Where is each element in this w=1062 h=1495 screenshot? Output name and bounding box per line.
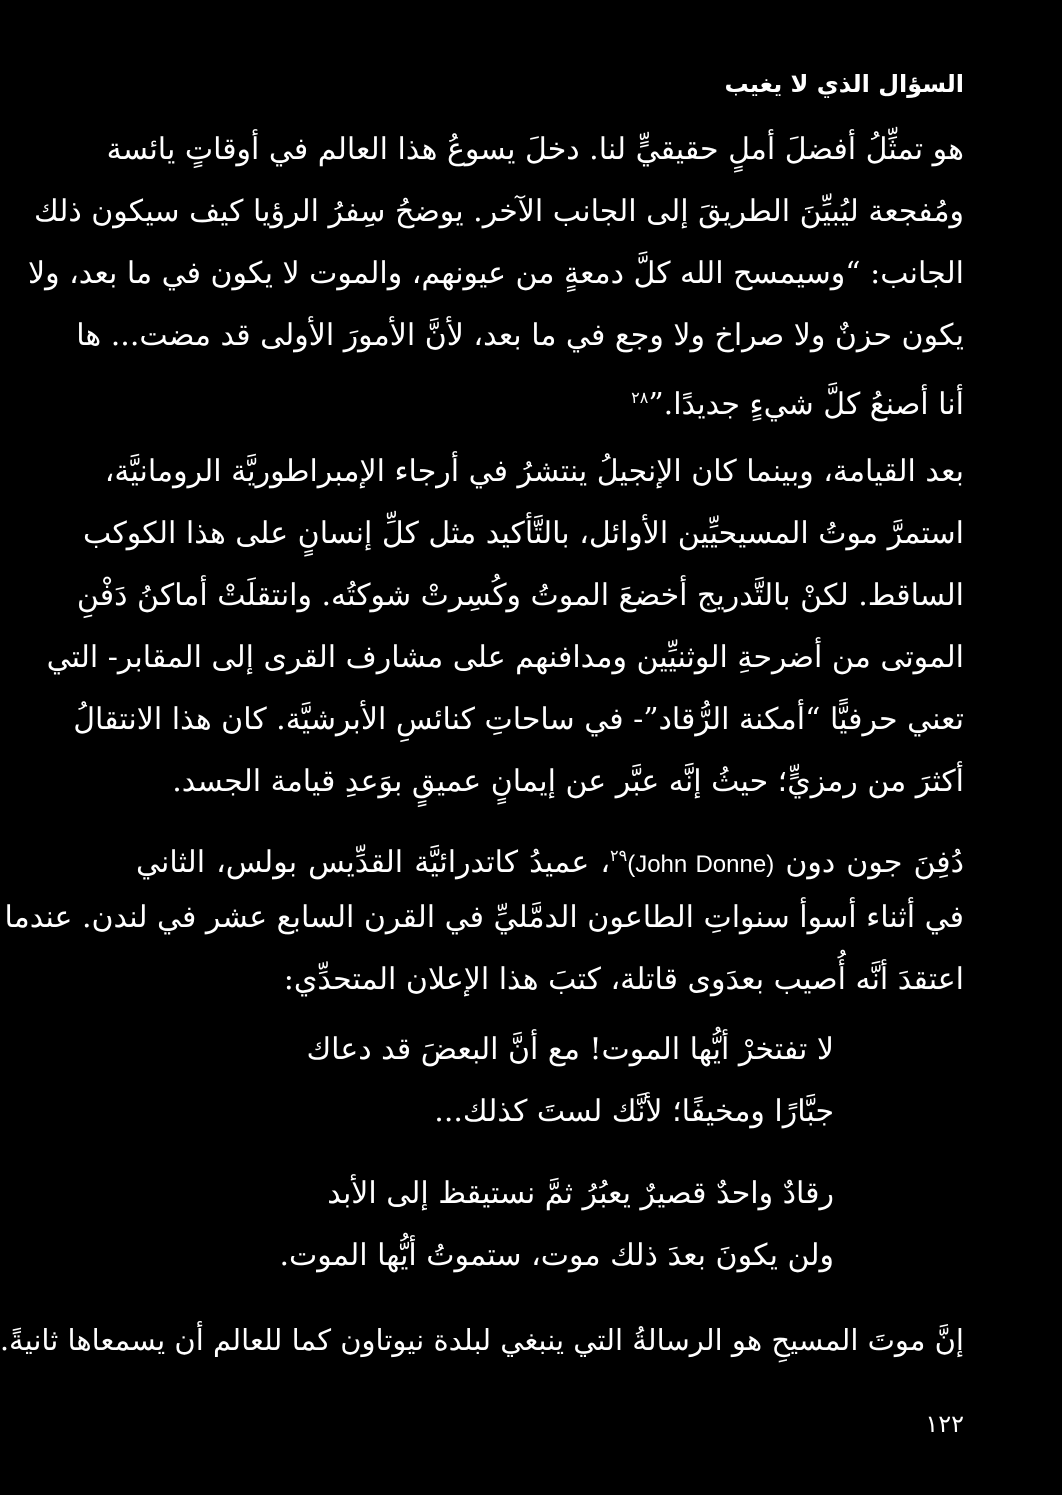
latin-name: (John Donne) bbox=[627, 851, 775, 878]
line-text: أنا أصنعُ كلَّ شيءٍ جديدًا.” bbox=[648, 387, 964, 422]
text-line: هو تمثِّلُ أفضلَ أملٍ حقيقيٍّ لنا. دخلَ يسوعُ هذا العالم في أوقاتٍ يائسة bbox=[106, 132, 964, 167]
text-line: الجانب: “وسيمسح الله كلَّ دمعةٍ من عيونهم، والموت لا يكون في ما بعد، ولا bbox=[27, 256, 964, 291]
line-text: دُفِنَ جون دون bbox=[785, 845, 965, 880]
text-line: إنَّ موتَ المسيحِ هو الرسالةُ التي ينبغي لبلدة نيوتاون كما للعالم أن يسمعاها ثانيةً. bbox=[0, 1323, 964, 1357]
text-line bbox=[136, 378, 964, 425]
poem-verse: جبَّارًا ومخيفًا؛ لأنَّك لستَ كذلك... bbox=[434, 1094, 834, 1129]
poem-verse: لا تفتخرْ أيُّها الموت! مع أنَّ البعضَ قد دعاك bbox=[306, 1032, 834, 1067]
running-header: السؤال الذي لا يغيب bbox=[724, 70, 964, 98]
poem-verse: ولن يكونَ بعدَ ذلك موت، ستموتُ أيُّها الموت. bbox=[279, 1238, 834, 1273]
text-line: اعتقدَ أنَّه أُصيب بعدَوى قاتلة، كتبَ هذا الإعلان المتحدِّي: bbox=[283, 962, 964, 997]
text-line bbox=[136, 836, 964, 885]
text-line: يكون حزنٌ ولا صراخ ولا وجع في ما بعد، لأنَّ الأمورَ الأولى قد مضت... ها bbox=[76, 318, 964, 353]
page-number: ١٢٢ bbox=[925, 1410, 964, 1438]
footnote-ref: ٢٩ bbox=[610, 846, 628, 865]
text-line: تعني حرفيًّا “أمكنة الرُّقاد”- في ساحاتِ كنائسِ الأبرشيَّة. كان هذا الانتقالُ bbox=[73, 702, 964, 737]
text-line: الساقط. لكنْ بالتَّدريج أخضعَ الموتُ وكُسِرتْ شوكتُه. وانتقلَتْ أماكنُ دَفْنِ bbox=[76, 578, 964, 613]
text-line: الموتى من أضرحةِ الوثنيِّين ومدافنهم على مشارف القرى إلى المقابر- التي bbox=[46, 640, 964, 675]
footnote-ref: ٢٨ bbox=[631, 388, 649, 407]
text-line: أكثرَ من رمزيٍّ؛ حيثُ إنَّه عبَّر عن إيمانٍ عميقٍ بوَعدِ قيامة الجسد. bbox=[172, 764, 964, 799]
line-text: ، عميدُ كاتدرائيَّة القدِّيس بولس، الثاني bbox=[136, 845, 611, 880]
text-line: بعد القيامة، وبينما كان الإنجيلُ ينتشرُ في أرجاء الإمبراطوريَّة الرومانيَّة، bbox=[104, 454, 964, 489]
text-line: استمرَّ موتُ المسيحيِّين الأوائل، بالتَّأكيد مثل كلِّ إنسانٍ على هذا الكوكب bbox=[83, 516, 964, 551]
text-line: ومُفجعة ليُبيِّنَ الطريقَ إلى الجانب الآخر. يوضحُ سِفرُ الرؤيا كيف سيكون ذلك bbox=[33, 194, 964, 229]
text-line: في أثناء أسوأ سنواتِ الطاعون الدمَّليِّ في القرن السابع عشر في لندن. عندما bbox=[4, 900, 964, 935]
poem-verse: رقادٌ واحدٌ قصيرٌ يعبُرُ ثمَّ نستيقظ إلى الأبد bbox=[327, 1176, 834, 1211]
